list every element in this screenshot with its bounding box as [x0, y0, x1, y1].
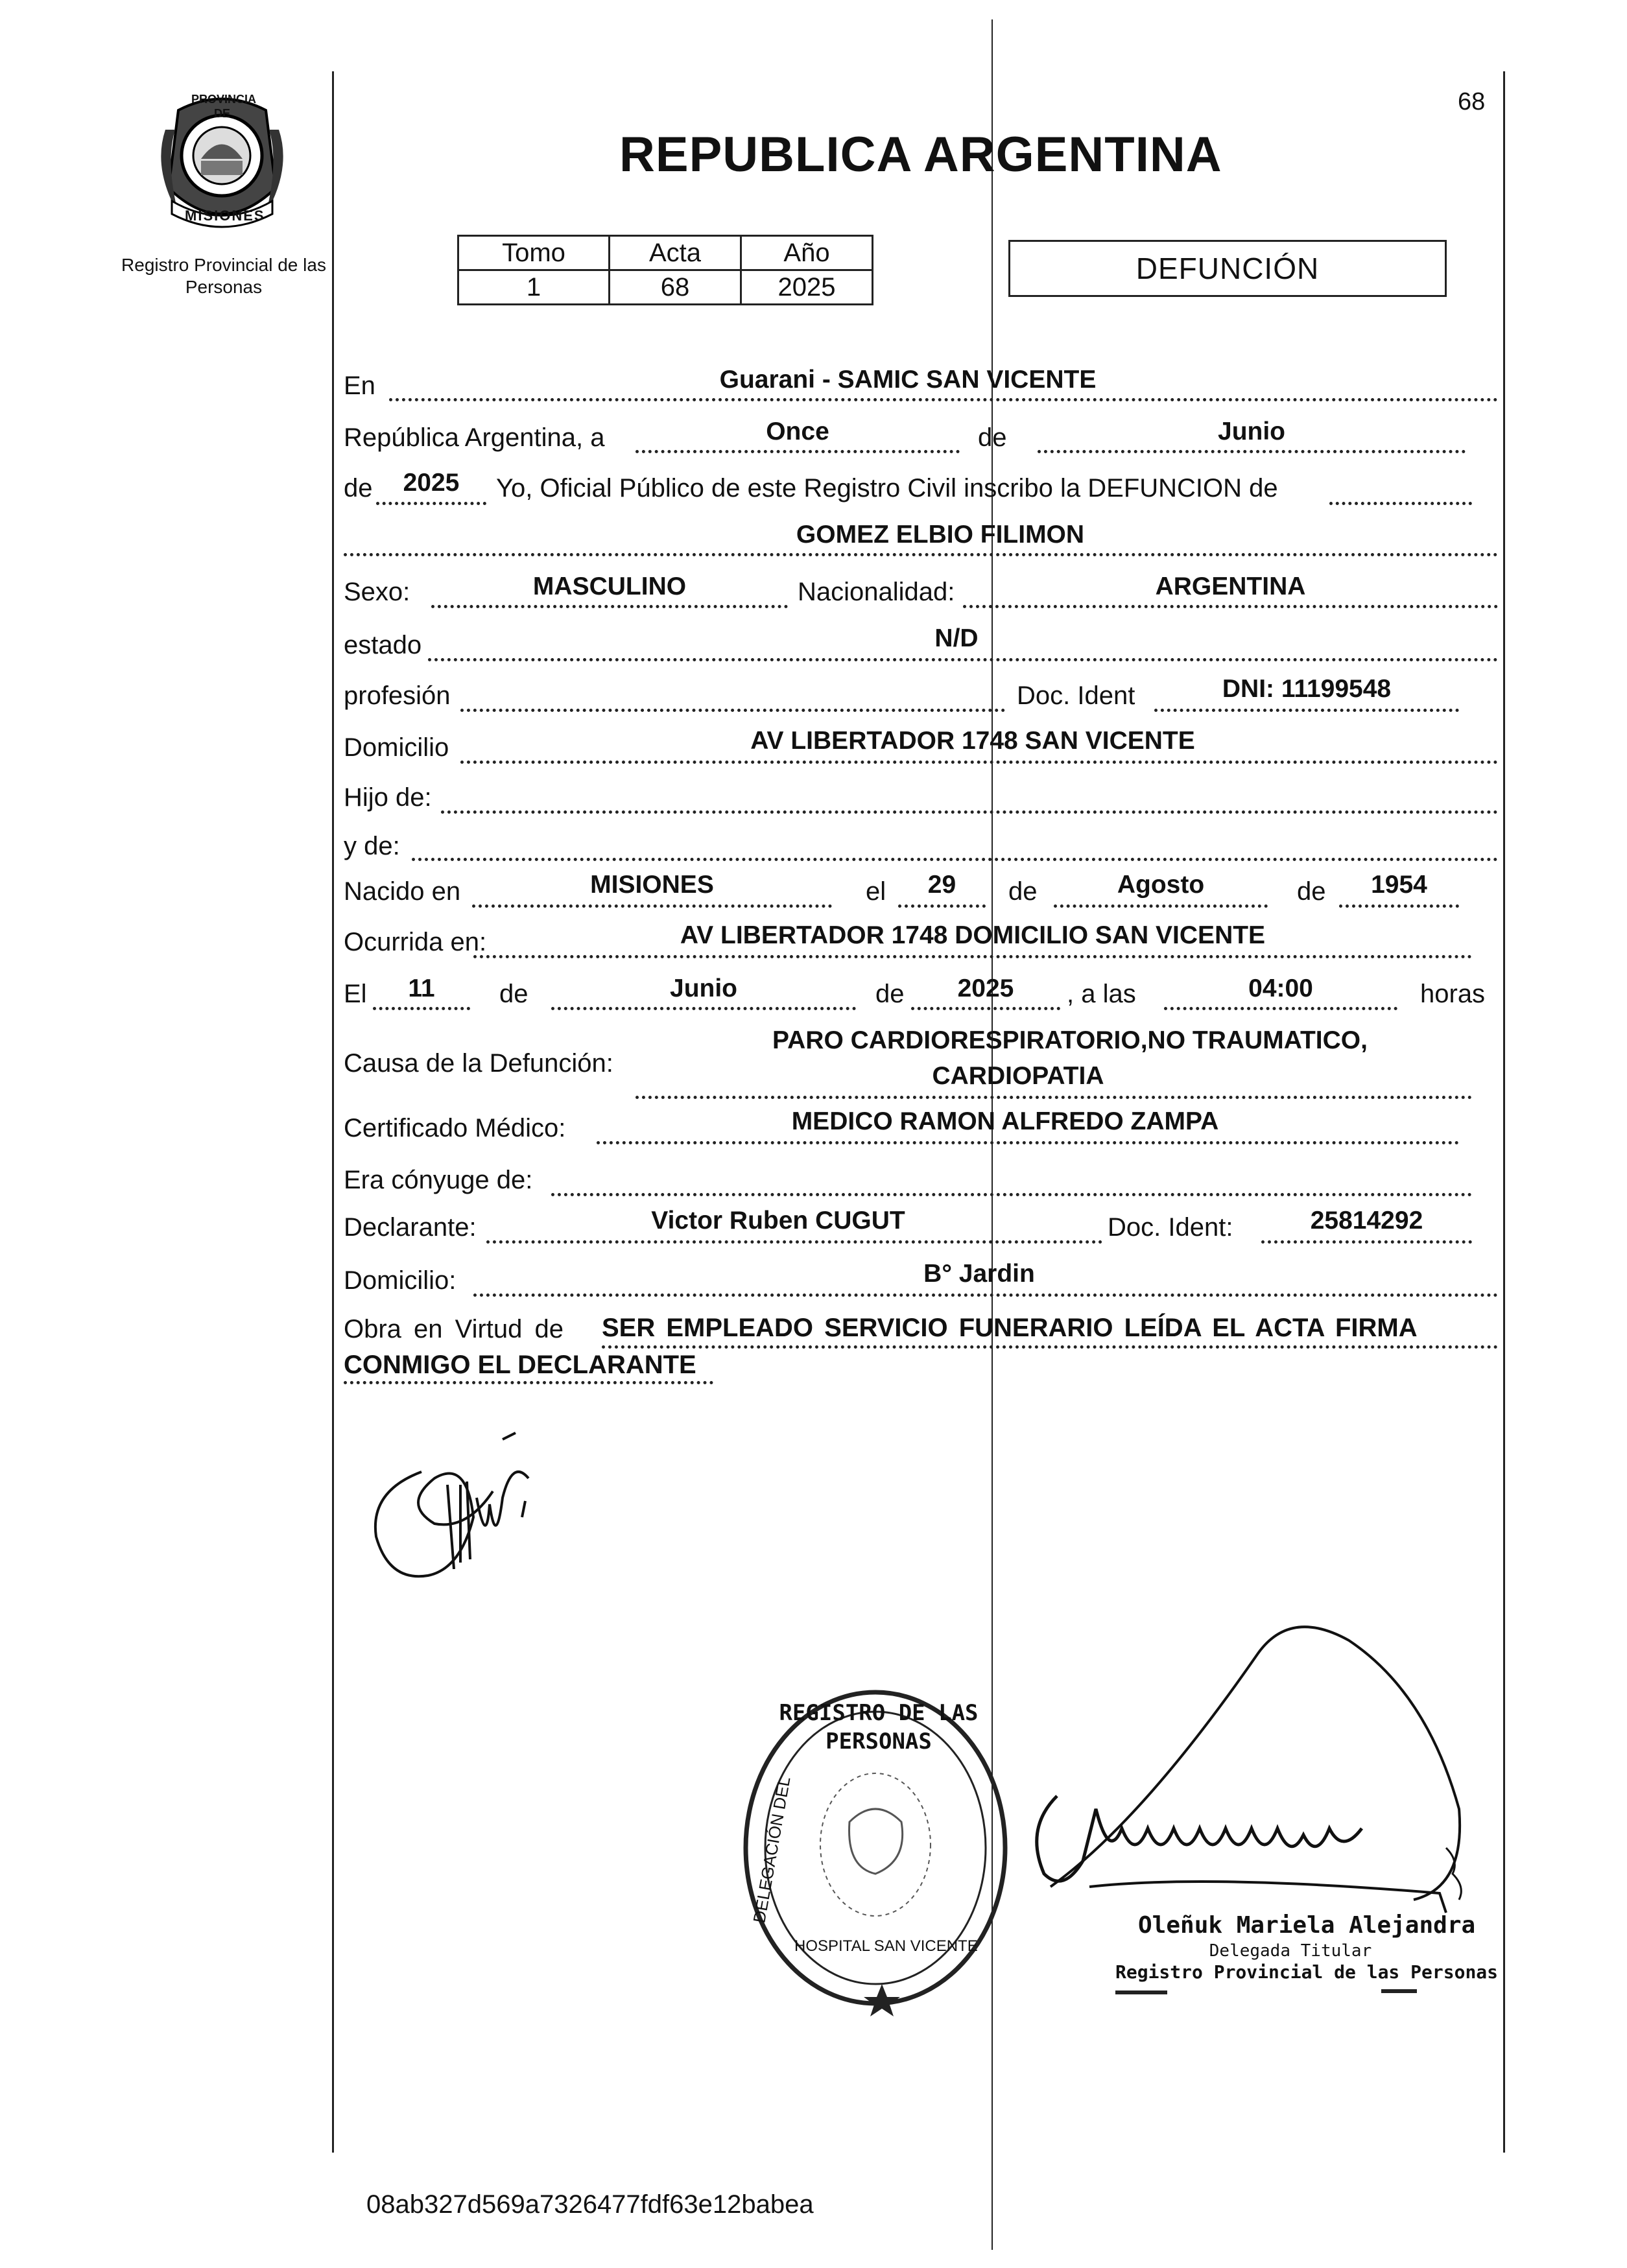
doc-ident-line — [1154, 709, 1459, 712]
estado-line — [428, 658, 1498, 661]
nacionalidad-label: Nacionalidad: — [798, 578, 955, 606]
doc-ident2-line — [1261, 1240, 1472, 1244]
obra-line2-underline — [344, 1381, 713, 1384]
emblem-top-text: PROVINCIA DE — [191, 93, 257, 120]
def-anio-line — [911, 1007, 1060, 1010]
official-name: Oleñuk Mariela Alejandra — [1138, 1912, 1476, 1939]
nacido-dia-line — [898, 904, 986, 908]
register-table — [457, 235, 873, 305]
stamp-underline-left — [1115, 1990, 1167, 1994]
estado-value: N/D — [934, 624, 979, 652]
year-line — [376, 502, 486, 505]
estado-label: estado — [344, 631, 422, 659]
deceased-name: GOMEZ ELBIO FILIMON — [796, 521, 1085, 549]
el2-label: El — [344, 980, 367, 1008]
acta-header: Acta — [610, 236, 741, 270]
tomo-header: Tomo — [458, 236, 610, 270]
right-margin-line — [1503, 71, 1505, 2153]
month-line — [1038, 450, 1466, 453]
stamp-underline-right — [1381, 1989, 1417, 1993]
oficial-text: Yo, Oficial Público de este Registro Civil inscribo la DEFUNCION de — [496, 474, 1278, 502]
doc-ident-value: DNI: 11199548 — [1222, 675, 1392, 703]
seal-top-text: REGISTRO DE LAS PERSONAS — [779, 1700, 979, 1755]
declarante-line — [486, 1240, 1102, 1244]
anio-header: Año — [741, 236, 873, 270]
declarante-value: Victor Ruben CUGUT — [651, 1207, 905, 1234]
hora-line — [1164, 1007, 1397, 1010]
nacido-mes-line — [1054, 904, 1268, 908]
nacido-mes-value: Agosto — [1117, 871, 1205, 899]
hijo-label: Hijo de: — [344, 783, 432, 812]
nacido-label: Nacido en — [344, 877, 461, 906]
name-line — [344, 553, 1498, 556]
domicilio2-label: Domicilio: — [344, 1266, 457, 1295]
oficial-line — [1329, 502, 1472, 505]
nacido-anio-value: 1954 — [1371, 871, 1427, 899]
emblem-bottom-text: MISIONES — [185, 207, 265, 224]
profesion-label: profesión — [344, 681, 451, 710]
doc-ident-label: Doc. Ident — [1017, 681, 1135, 710]
doc-ident2-label: Doc. Ident: — [1108, 1213, 1233, 1242]
de-label-1: de — [978, 423, 1007, 452]
day-words-line — [635, 450, 960, 453]
nacido-en-line — [472, 904, 832, 908]
yde-line — [412, 858, 1498, 861]
document-type: DEFUNCIÓN — [1008, 240, 1447, 297]
domicilio2-value: B° Jardin — [923, 1260, 1035, 1288]
obra-line2: CONMIGO EL DECLARANTE — [344, 1351, 696, 1379]
sexo-line — [431, 605, 788, 608]
nacido-dia-value: 29 — [927, 871, 956, 899]
certificado-line — [597, 1141, 1459, 1144]
nacido-en-value: MISIONES — [590, 871, 714, 899]
year-value: 2025 — [403, 469, 460, 497]
el-label: el — [866, 877, 886, 906]
domicilio-line — [460, 761, 1498, 764]
official-institution: Registro Provincial de las Personas — [1115, 1961, 1499, 1983]
official-signature — [1012, 1614, 1479, 1939]
conyuge-line — [551, 1193, 1472, 1196]
def-mes-line — [551, 1007, 856, 1010]
place-value: Guarani - SAMIC SAN VICENTE — [719, 366, 1097, 394]
def-dia-value: 11 — [408, 975, 435, 1002]
sexo-value: MASCULINO — [532, 573, 687, 600]
domicilio-value: AV LIBERTADOR 1748 SAN VICENTE — [750, 727, 1195, 755]
ocurrida-line — [473, 955, 1472, 958]
country-title: REPUBLICA ARGENTINA — [619, 127, 1222, 182]
ocurrida-label: Ocurrida en: — [344, 928, 487, 956]
nacido-anio-line — [1339, 904, 1459, 908]
hijo-line — [441, 810, 1498, 814]
def-anio-value: 2025 — [957, 975, 1014, 1002]
acta-value: 68 — [610, 270, 741, 305]
republica-label: República Argentina, a — [344, 423, 605, 452]
domicilio2-line — [473, 1293, 1498, 1297]
declarante-label: Declarante: — [344, 1213, 477, 1242]
def-mes-value: Junio — [670, 975, 737, 1002]
seal-left-text: DELEGACIÓN DEL — [749, 1775, 794, 1925]
doc-ident2-value: 25814292 — [1310, 1207, 1423, 1234]
page-number: 68 — [1458, 88, 1486, 115]
obra-label: Obra en Virtud de — [344, 1315, 564, 1343]
obra-line1-underline — [602, 1345, 1498, 1349]
month-value: Junio — [1218, 418, 1285, 445]
de-label-2: de — [344, 474, 373, 502]
day-words-value: Once — [766, 418, 829, 445]
de-label-4: de — [1297, 877, 1326, 906]
horas-label: horas — [1420, 980, 1486, 1008]
official-role: Delegada Titular — [1209, 1941, 1372, 1961]
causa-label: Causa de la Defunción: — [344, 1049, 613, 1078]
en-label: En — [344, 372, 375, 400]
registry-name: Registro Provincial de las Personas — [121, 255, 326, 297]
document-hash: 08ab327d569a7326477fdf63e12babea — [366, 2190, 814, 2219]
left-margin-line — [332, 71, 334, 2153]
ocurrida-value: AV LIBERTADOR 1748 DOMICILIO SAN VICENTE — [680, 921, 1266, 949]
de-label-5: de — [499, 980, 528, 1008]
domicilio-label: Domicilio — [344, 733, 449, 762]
profesion-line — [460, 709, 1005, 712]
certificado-label: Certificado Médico: — [344, 1114, 566, 1142]
causa-line1: PARO CARDIORESPIRATORIO,NO TRAUMATICO, — [772, 1026, 1368, 1054]
causa-line2: CARDIOPATIA — [932, 1062, 1104, 1090]
causa-underline — [635, 1096, 1472, 1099]
declarant-signature — [363, 1420, 571, 1627]
sexo-label: Sexo: — [344, 578, 410, 606]
de-label-6: de — [875, 980, 905, 1008]
nacionalidad-value: ARGENTINA — [1155, 573, 1306, 600]
seal-inner-text: HOSPITAL SAN VICENTE — [794, 1937, 978, 1955]
nacionalidad-line — [963, 605, 1498, 608]
anio-value: 2025 — [741, 270, 873, 305]
def-dia-line — [373, 1007, 470, 1010]
place-line — [389, 398, 1498, 401]
de-label-3: de — [1008, 877, 1038, 906]
certificado-value: MEDICO RAMON ALFREDO ZAMPA — [791, 1107, 1219, 1135]
tomo-value: 1 — [458, 270, 610, 305]
obra-line1: SER EMPLEADO SERVICIO FUNERARIO LEÍDA EL ACTA FIRMA — [602, 1314, 1418, 1342]
hora-value: 04:00 — [1248, 975, 1313, 1002]
alas-label: , a las — [1067, 980, 1136, 1008]
conyuge-label: Era cónyuge de: — [344, 1166, 533, 1194]
yde-label: y de: — [344, 832, 400, 860]
